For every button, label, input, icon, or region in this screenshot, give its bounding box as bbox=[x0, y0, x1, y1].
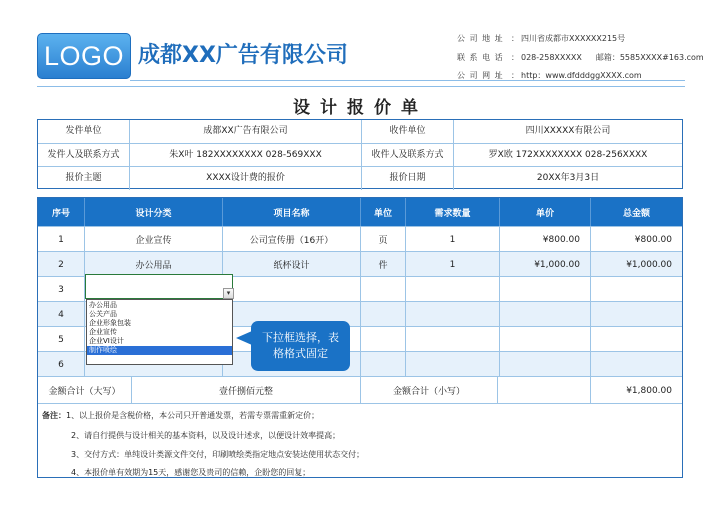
header-divider bbox=[37, 86, 685, 87]
column-header: 单位 bbox=[361, 198, 406, 226]
item-cell[interactable]: 纸杯设计 bbox=[223, 252, 361, 277]
total-cell[interactable]: ¥1,000.00 bbox=[626, 259, 672, 270]
email-label: 邮箱 bbox=[595, 53, 612, 62]
website-label: 公 司 网 址 bbox=[457, 71, 504, 80]
chevron-down-icon[interactable]: ▾ bbox=[223, 288, 234, 299]
qty-cell[interactable] bbox=[406, 352, 500, 377]
receiver-value[interactable]: 四川XXXXX有限公司 bbox=[525, 126, 611, 136]
date-value[interactable]: 20XX年3月3日 bbox=[536, 173, 600, 183]
item-cell[interactable] bbox=[223, 277, 361, 302]
info-row-contact bbox=[38, 143, 682, 167]
callout-pointer bbox=[236, 331, 252, 345]
callout-line: 格格式固定 bbox=[273, 347, 328, 360]
subject-label: 报价主题 bbox=[38, 167, 130, 190]
address-value: 四川省成都市XXXXXX215号 bbox=[521, 34, 626, 43]
receiver-label: 收件单位 bbox=[362, 120, 454, 143]
price-cell[interactable]: ¥1,000.00 bbox=[500, 252, 591, 277]
phone-label: 联 系 电 话 bbox=[457, 53, 504, 62]
column-header: 单价 bbox=[500, 198, 591, 226]
category-combo-cell[interactable] bbox=[85, 274, 233, 299]
table-header bbox=[38, 198, 682, 226]
total-cell[interactable] bbox=[591, 327, 682, 352]
sum-lower-label: 金额合计（小写） bbox=[361, 377, 498, 404]
sum-lower-spacer bbox=[498, 377, 591, 404]
note-text: 1、以上报价是含税价格，本公司只开普通发票，若需专票需重新定价； bbox=[66, 411, 320, 420]
phone-value: 028-258XXXXX bbox=[521, 53, 582, 62]
row-number: 3 bbox=[38, 277, 85, 302]
info-table bbox=[37, 119, 683, 189]
notes-label: 备注： bbox=[42, 411, 66, 420]
column-header: 设计分类 bbox=[85, 198, 223, 226]
dropdown-option-selected[interactable]: 制作喷绘 bbox=[87, 346, 232, 355]
qty-cell[interactable]: 1 bbox=[406, 227, 500, 252]
receiver-contact-value[interactable]: 罗X欧 172XXXXXXXX 028-256XXXX bbox=[488, 150, 648, 160]
item-cell[interactable]: 公司宣传册（16开） bbox=[223, 227, 361, 252]
category-dropdown-list[interactable] bbox=[86, 299, 233, 365]
total-cell[interactable]: ¥800.00 bbox=[634, 234, 672, 245]
column-header: 序号 bbox=[38, 198, 85, 226]
total-cell[interactable] bbox=[591, 302, 682, 327]
dropdown-option[interactable]: 企业形象包装 bbox=[89, 319, 131, 327]
category-cell[interactable]: 办公用品 bbox=[85, 252, 223, 277]
qty-cell[interactable] bbox=[406, 277, 500, 302]
info-row-subject bbox=[38, 166, 682, 190]
email-value: 5585XXXX#163.com bbox=[619, 53, 704, 62]
sum-row bbox=[38, 376, 682, 404]
column-header: 需求数量 bbox=[406, 198, 500, 226]
company-name: 成都XX广告有限公司 bbox=[138, 43, 348, 68]
qty-cell[interactable] bbox=[406, 327, 500, 352]
unit-cell[interactable] bbox=[361, 302, 406, 327]
note-line: 4、本报价单有效期为15天，感谢您及贵司的信赖，企盼您的回复； bbox=[71, 468, 311, 477]
dropdown-option[interactable]: 企业宣传 bbox=[89, 328, 117, 336]
price-cell[interactable] bbox=[500, 352, 591, 377]
contact-phone: 联 系 电 话 ： 028-258XXXXX 邮箱：5585XXXX#163.com bbox=[457, 53, 704, 62]
sender-value[interactable]: 成都XX广告有限公司 bbox=[130, 120, 362, 143]
table-row bbox=[38, 226, 682, 252]
callout-line: 下拉框选择，表 bbox=[262, 331, 339, 344]
receiver-contact-label: 收件人及联系方式 bbox=[362, 144, 454, 167]
page-title: 设计报价单 bbox=[293, 98, 428, 118]
price-cell[interactable] bbox=[500, 302, 591, 327]
row-number: 2 bbox=[38, 252, 85, 277]
note-line: 2、请自行提供与设计相关的基本资料，以及设计述求，以便设计效率提高； bbox=[71, 431, 341, 440]
note-line: 3、交付方式：单纯设计类源文件交付，印刷喷绘类指定地点安装达使用状态交付； bbox=[71, 450, 365, 459]
company-logo: LOGO bbox=[37, 33, 131, 79]
total-cell[interactable] bbox=[591, 277, 682, 302]
sum-upper-value[interactable]: 壹仟捌佰元整 bbox=[132, 377, 361, 404]
column-header: 项目名称 bbox=[223, 198, 361, 226]
row-number: 5 bbox=[38, 327, 85, 352]
unit-cell[interactable] bbox=[361, 352, 406, 377]
category-cell[interactable]: 企业宣传 bbox=[85, 227, 223, 252]
price-cell[interactable] bbox=[500, 327, 591, 352]
row-number: 1 bbox=[38, 227, 85, 252]
dropdown-option[interactable]: 办公用品 bbox=[89, 301, 117, 309]
price-cell[interactable] bbox=[500, 277, 591, 302]
info-row-sender bbox=[38, 120, 682, 143]
website-value: http：www.dfdddggXXXX.com bbox=[521, 71, 642, 80]
contact-address: 公 司 地 址 ： 四川省成都市XXXXXX215号 bbox=[457, 34, 626, 43]
row-number: 6 bbox=[38, 352, 85, 377]
unit-cell[interactable]: 页 bbox=[361, 227, 406, 252]
price-cell[interactable]: ¥800.00 bbox=[500, 227, 591, 252]
sender-label: 发件单位 bbox=[38, 120, 130, 143]
unit-cell[interactable]: 件 bbox=[361, 252, 406, 277]
qty-cell[interactable] bbox=[406, 302, 500, 327]
sum-upper-label: 金额合计（大写） bbox=[38, 377, 132, 404]
notes-section bbox=[38, 403, 682, 478]
subject-value[interactable]: XXXX设计费的报价 bbox=[130, 167, 362, 190]
sum-lower-value[interactable]: ¥1,800.00 bbox=[626, 385, 672, 396]
qty-cell[interactable]: 1 bbox=[406, 252, 500, 277]
sender-contact-value[interactable]: 朱X叶 182XXXXXXXX 028-569XXX bbox=[130, 144, 362, 167]
header-divider bbox=[130, 80, 685, 81]
dropdown-option[interactable]: 企业VI设计 bbox=[89, 337, 124, 345]
address-label: 公 司 地 址 bbox=[457, 34, 504, 43]
column-header: 总金额 bbox=[622, 208, 650, 219]
note-line bbox=[42, 410, 319, 421]
contact-website: 公 司 网 址 ： http：www.dfdddggXXXX.com bbox=[457, 71, 642, 80]
dropdown-option[interactable]: 公关产品 bbox=[89, 310, 117, 318]
unit-cell[interactable] bbox=[361, 277, 406, 302]
unit-cell[interactable] bbox=[361, 327, 406, 352]
date-label: 报价日期 bbox=[362, 167, 454, 190]
total-cell[interactable] bbox=[591, 352, 682, 377]
callout-note bbox=[251, 321, 350, 371]
sender-contact-label: 发件人及联系方式 bbox=[38, 144, 130, 167]
row-number: 4 bbox=[38, 302, 85, 327]
